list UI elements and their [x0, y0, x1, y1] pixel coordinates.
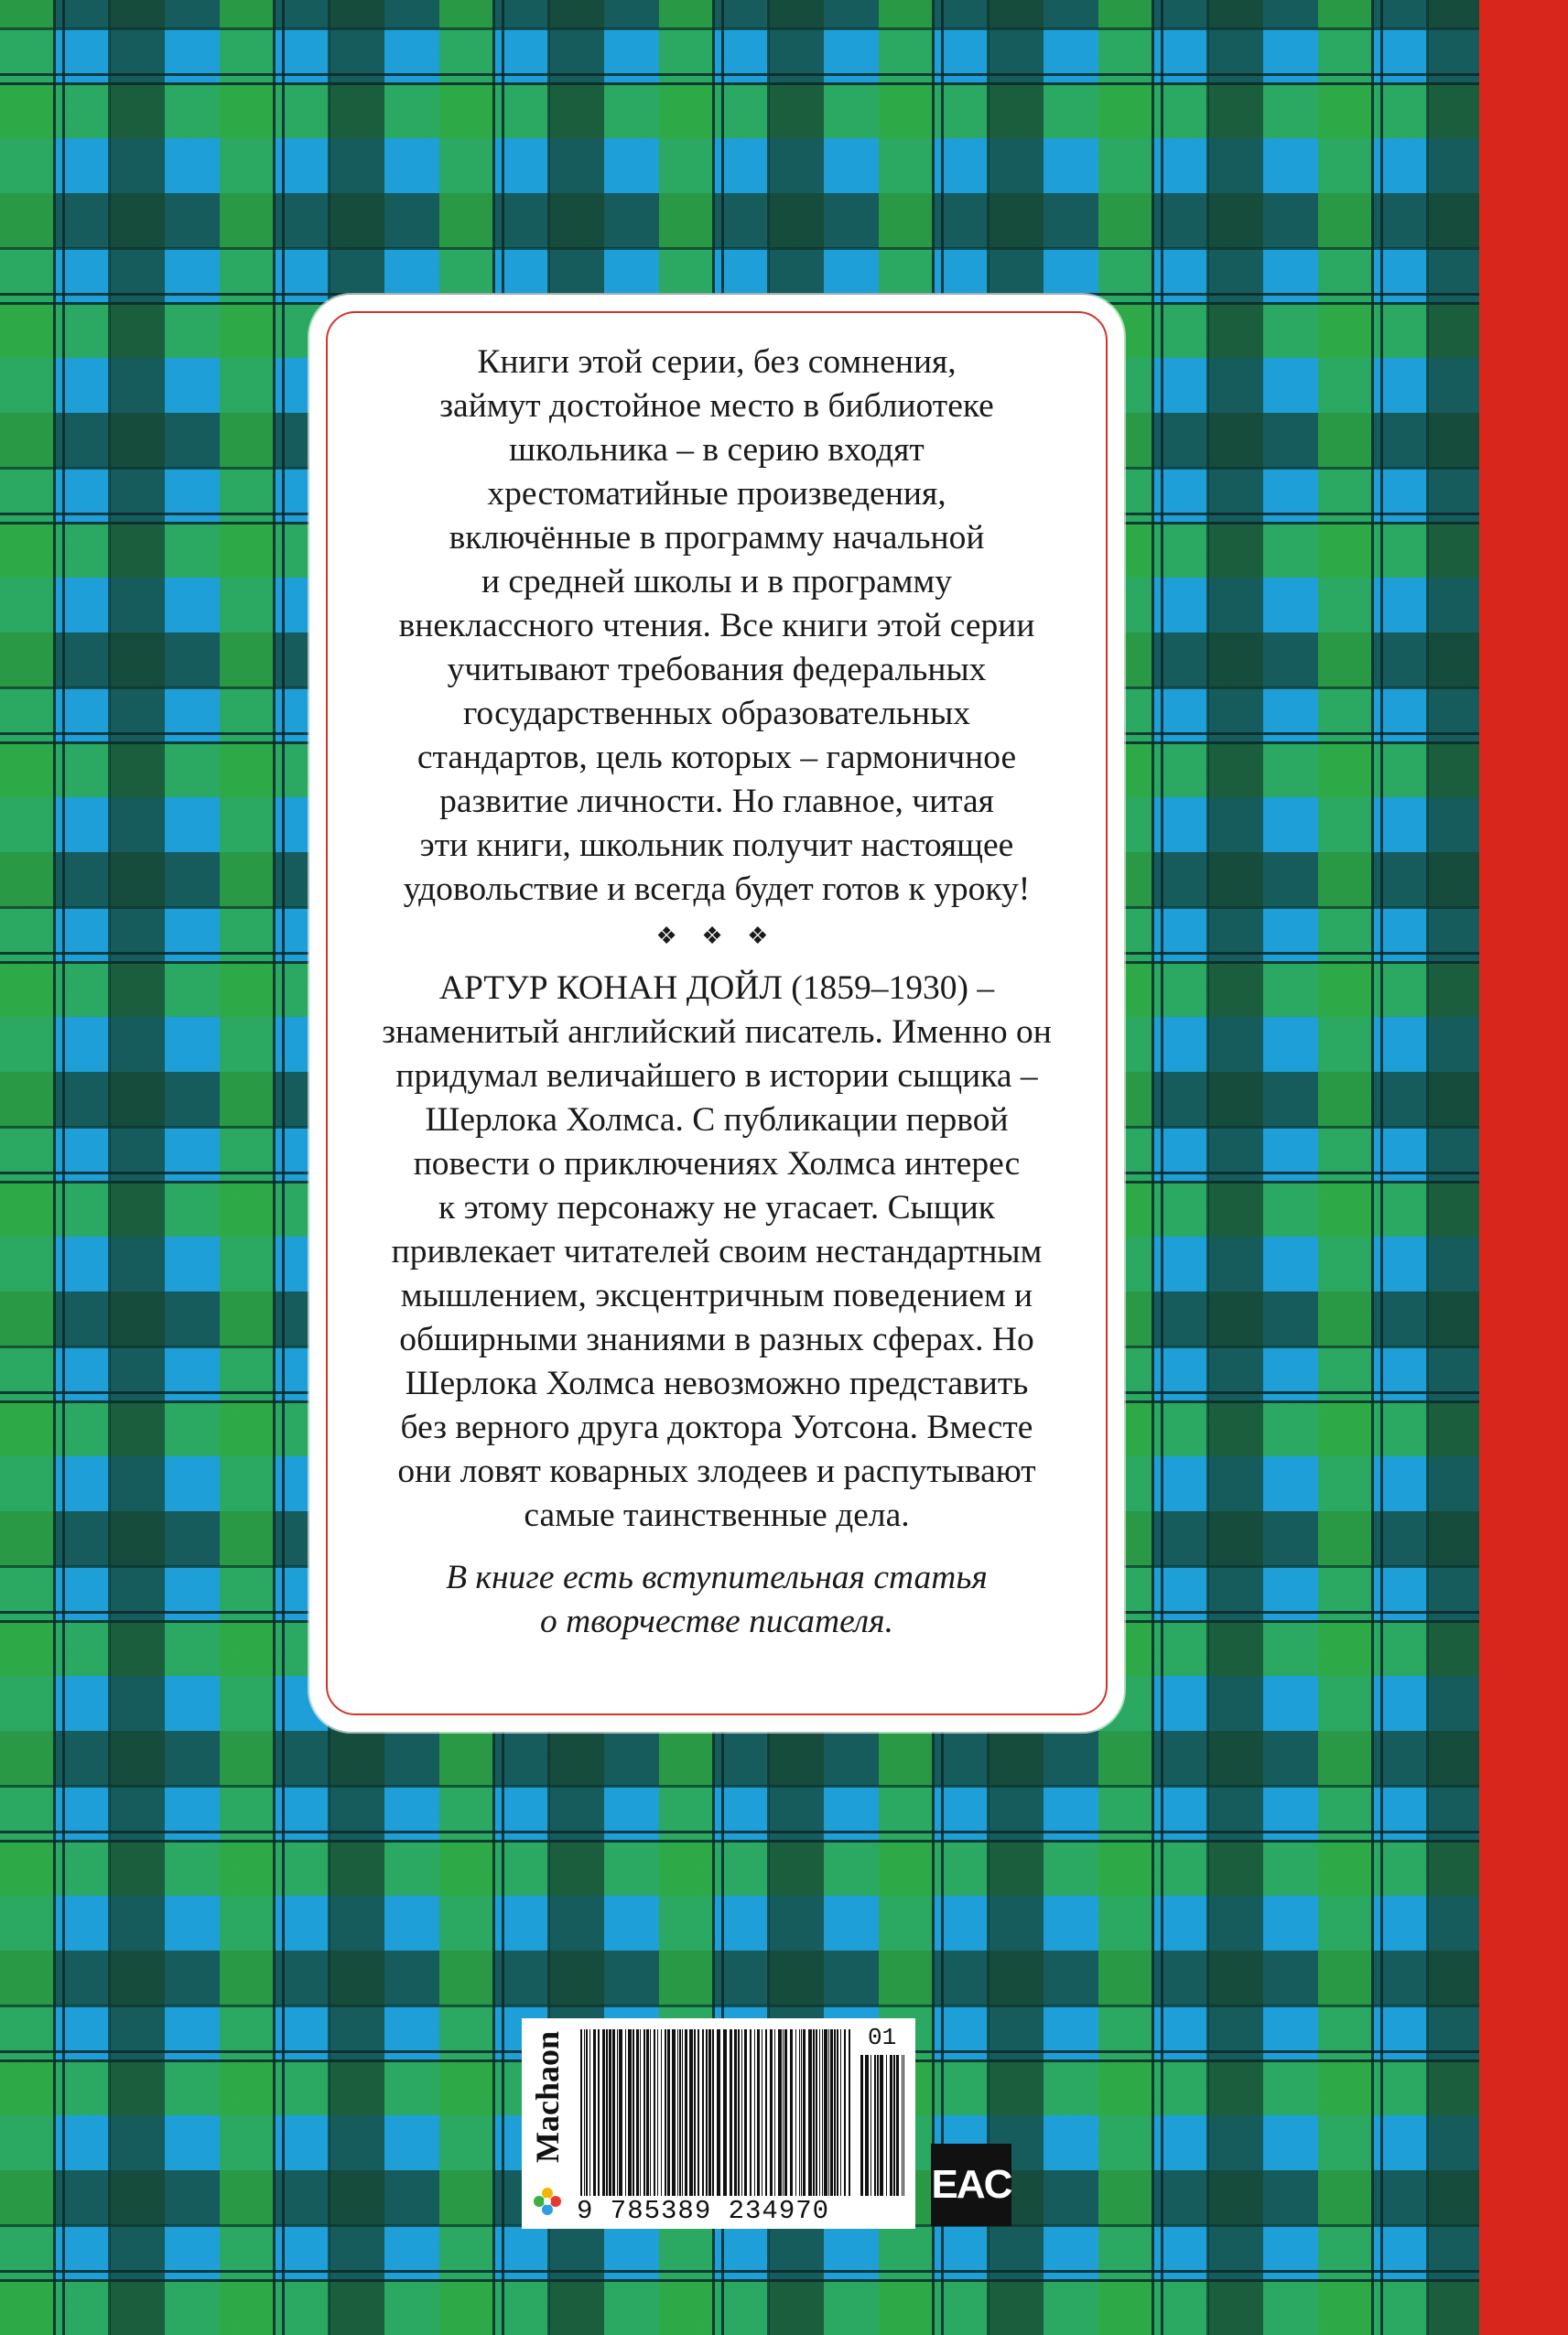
barcode-bar: [837, 2029, 838, 2196]
barcode-bar: [744, 2029, 747, 2196]
barcode-bar: [754, 2029, 755, 2196]
barcode-bar: [633, 2029, 634, 2196]
barcode-bar: [617, 2029, 618, 2196]
barcode-bar: [717, 2029, 720, 2196]
barcode-bar: [795, 2029, 796, 2196]
text-line: учитывают требования федеральных: [447, 651, 987, 688]
text-line: знаменитый английский писатель. Именно он: [382, 1013, 1052, 1051]
barcode-bar: [834, 2029, 836, 2196]
barcode-bar: [844, 2029, 846, 2196]
barcode-bar: [865, 2055, 869, 2196]
publisher-name: Machaon: [529, 2031, 566, 2163]
text-line: придумал величайшего в истории сыщика –: [395, 1057, 1038, 1095]
barcode-bar: [880, 2055, 883, 2196]
flower-icon: [533, 2187, 562, 2216]
barcode-bar: [625, 2029, 626, 2196]
text-line: о творчестве писателя.: [540, 1603, 893, 1640]
addon-barcode: [859, 2055, 906, 2196]
text-line: они ловят коварных злодеев и распутывают: [397, 1453, 1036, 1490]
barcode-bar: [643, 2029, 645, 2196]
text-line: займут достойное место в библиотеке: [439, 387, 994, 425]
barcode-bar: [672, 2029, 676, 2196]
text-line: самые таинственные дела.: [524, 1497, 910, 1534]
text-line: Шерлока Холмса. С публикации первой: [425, 1101, 1009, 1139]
text-line: без верного друга доктора Уотсона. Вместе: [400, 1409, 1033, 1446]
barcode-bar: [708, 2029, 711, 2196]
barcode-bar: [734, 2029, 737, 2196]
annotation-card: [309, 295, 1124, 1732]
author-bio: [346, 967, 1087, 1538]
barcode-bar: [593, 2029, 596, 2196]
barcode-bar: [667, 2029, 670, 2196]
barcode-bar: [750, 2029, 752, 2196]
barcode-bar: [893, 2055, 895, 2196]
barcode-bar: [808, 2029, 812, 2196]
barcode-bar: [723, 2029, 727, 2196]
card-text: [346, 341, 1087, 1644]
barcode-bar: [612, 2029, 615, 2196]
text-line: мышлением, эксцентричным поведением и: [400, 1277, 1033, 1314]
barcode-bar: [778, 2029, 782, 2196]
text-line: государственных образовательных: [462, 695, 971, 732]
isbn-barcode: [579, 2029, 853, 2196]
barcode-bar: [661, 2029, 662, 2196]
barcode-bar: [609, 2029, 611, 2196]
barcode-bar: [640, 2029, 641, 2196]
barcode-bar: [580, 2029, 582, 2196]
text-line: АРТУР КОНАН ДОЙЛ (1859–1930) –: [438, 969, 995, 1007]
series-description: [346, 341, 1087, 912]
barcode-bar: [586, 2029, 588, 2196]
barcode-bar: [589, 2029, 590, 2196]
barcode-bar: [706, 2029, 708, 2196]
barcode-panel: [522, 2018, 915, 2229]
barcode-bar: [685, 2029, 687, 2196]
barcode-bar: [828, 2029, 829, 2196]
barcode-bar: [602, 2029, 605, 2196]
barcode-bar: [584, 2029, 585, 2196]
barcode-bar: [801, 2029, 802, 2196]
text-line: В книге есть вступительная статья: [446, 1559, 988, 1596]
barcode-bar: [830, 2029, 833, 2196]
text-line: привлекает читателей своим нестандартным: [391, 1233, 1043, 1270]
barcode-bar: [790, 2029, 793, 2196]
barcode-bar: [860, 2055, 863, 2196]
barcode-bar: [689, 2029, 693, 2196]
text-line: развитие личности. Но главное, читая: [439, 783, 994, 820]
barcode-bar: [903, 2055, 904, 2196]
barcode-bar: [784, 2029, 787, 2196]
barcode-bar: [702, 2029, 704, 2196]
text-line: школьника – в серию входят: [509, 431, 925, 469]
barcode-bar: [774, 2029, 775, 2196]
text-line: внеклассного чтения. Все книги этой серии: [398, 607, 1035, 644]
barcode-bar: [886, 2055, 887, 2196]
barcode-bar: [654, 2029, 655, 2196]
text-line: стандартов, цель которых – гармоничное: [416, 739, 1017, 776]
ornament-divider: ❖ ❖ ❖: [655, 923, 778, 949]
barcode-bar: [697, 2029, 699, 2196]
barcode-bar: [890, 2055, 892, 2196]
barcode-bar: [636, 2029, 639, 2196]
publisher-logo: [527, 2026, 568, 2221]
text-line: Книги этой серии, без сомнения,: [477, 343, 957, 381]
barcode-bar: [598, 2029, 600, 2196]
barcode-addon-number: 01: [868, 2024, 897, 2051]
barcode-bar: [902, 2055, 903, 2196]
barcode-bar: [770, 2029, 773, 2196]
text-line: к этому персонажу не угасает. Сыщик: [438, 1189, 996, 1227]
eac-certification-mark: EAC: [931, 2144, 1011, 2226]
barcode-bar: [665, 2029, 666, 2196]
barcode-bar: [657, 2029, 658, 2196]
text-line: включённые в программу начальной: [449, 519, 985, 557]
barcode-bar: [628, 2029, 632, 2196]
barcode-bar: [877, 2055, 879, 2196]
barcode-bar: [619, 2029, 622, 2196]
barcode-bar: [896, 2055, 899, 2196]
barcode-bar: [738, 2029, 740, 2196]
barcode-bar: [650, 2029, 651, 2196]
barcode-bar: [677, 2029, 678, 2196]
barcode-bar: [819, 2029, 820, 2196]
text-line: обширными знаниями в разных сферах. Но: [399, 1321, 1034, 1358]
barcode-bar: [799, 2029, 800, 2196]
text-line: повести о приключениях Холмса интерес: [413, 1145, 1021, 1183]
barcode-bar: [783, 2029, 784, 2196]
barcode-bar: [849, 2029, 850, 2196]
barcode-bar: [712, 2029, 714, 2196]
isbn-number: 9 785389 234970: [577, 2196, 830, 2226]
barcode-bar: [874, 2055, 876, 2196]
barcode-bar: [741, 2029, 742, 2196]
text-line: эти книги, школьник получит настоящее: [419, 827, 1014, 864]
barcode-bar: [682, 2029, 683, 2196]
barcode-bar: [803, 2029, 806, 2196]
text-line: удовольствие и всегда будет готов к уроку!: [403, 870, 1031, 908]
barcode-bar: [840, 2029, 841, 2196]
barcode-bar: [816, 2029, 817, 2196]
barcode-bar: [646, 2029, 649, 2196]
barcode-bar: [679, 2029, 681, 2196]
barcode-bar: [757, 2029, 760, 2196]
barcode-bar: [694, 2029, 696, 2196]
text-line: Шерлока Холмса невозможно представить: [405, 1365, 1029, 1402]
barcode-bar: [730, 2029, 732, 2196]
barcode-bar: [813, 2029, 815, 2196]
intro-note: [346, 1556, 1087, 1644]
barcode-bar: [824, 2029, 827, 2196]
text-line: и средней школы и в программу: [481, 563, 953, 600]
red-spine-strip: [1479, 0, 1568, 2335]
barcode-bar: [606, 2029, 608, 2196]
barcode-bar: [822, 2029, 823, 2196]
barcode-bar: [765, 2029, 767, 2196]
text-line: хрестоматийные произведения,: [487, 475, 946, 513]
